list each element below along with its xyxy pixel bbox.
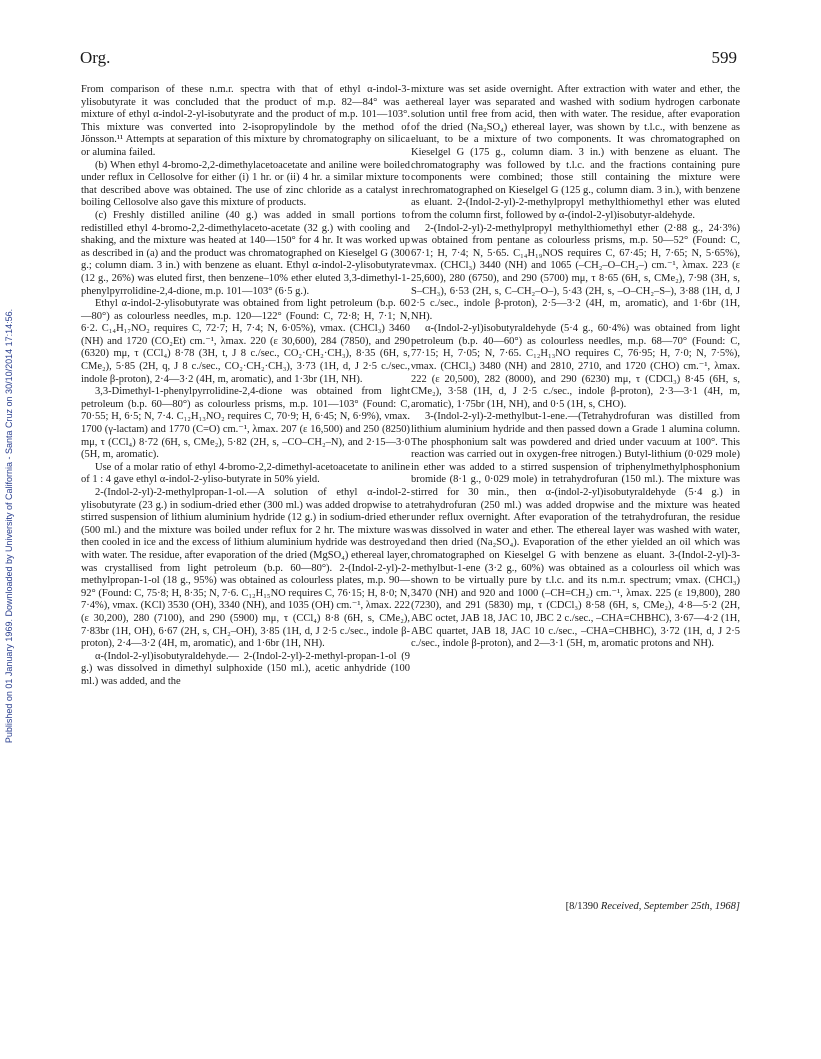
paragraph: (c) Freshly distilled aniline (40 g.) was added in small portions to redistilled ethyl 4-bromo-2,2-dimethylaceto-acetate (32 g.) with cooling and shaking, and the mixture was heated at 140—150° for 4 hr. It was worked up as described in (a) and the product was chromatographed on Kieselgel G (300 g.; column diam. 3 in.) with benzene as eluant. Ethyl α-indol-2-ylisobutyrate (12 g., 26%) was eluted first, then benzene–10% ether eluted 3,3-dimethyl-1-phenylpyrrolidine-2,4-dione, m.p. 101—103° (6·5 g.).: [81, 209, 410, 297]
reference-number: [8/1390: [565, 901, 599, 912]
received-date: Received, September 25th, 1968]: [600, 901, 740, 912]
journal-section-label: Org.: [80, 48, 111, 67]
paragraph: mixture was set aside overnight. After extraction with water and ether, the ethereal layer was separated and washed with sodium hydrogen carbonate solution until free from acid, then with water. The residue, after evaporation of the dried (Na₂SO₄) ethereal layer, was shown by t.l.c., with benzene as eluant, to be a mixture of two components. It was chromatographed on Kieselgel G (175 g., column diam. 3 in.) with benzene as eluant. The chromatography was followed by t.l.c. and the fractions containing pure components were combined; those still containing the mixture were rechromatographed on Kieselgel G (125 g., column diam. 3 in.), with benzene as eluant. 2-(Indol-2-yl)-2-methylpropyl methylthiomethyl ether was eluted from the column first, followed by α-(indol-2-yl)isobutyr-aldehyde.: [411, 84, 740, 221]
paragraph: 3,3-Dimethyl-1-phenylpyrrolidine-2,4-dione was obtained from light petroleum (b.p. 60—80°) as colourless prisms, m.p. 101—103° (Found: C, 70·55; H, 6·5; N, 7·4. C₁₂H₁₃NO₂ requires C, 70·9; H, 6·45; N, 6·9%), νmax. 1700 (γ-lactam) and 1770 (C=O) cm.⁻¹, λmax. 207 (ε 16,500) and 250 (8250) mμ, τ (CCl₄) 8·72 (6H, s, CMe₂), 5·82 (2H, s, –CO–CH₂–N), and 2·15—3·0 (5H, m, aromatic).: [81, 386, 410, 461]
paragraph: (b) When ethyl 4-bromo-2,2-dimethylacetoacetate and aniline were boiled under reflux in Cellosolve for either (i) 1 hr. or (ii) 4 hr. a similar mixture to that described above was obtained. The use of zinc chloride as a catalyst in boiling Cellosolve also gave this mixture of products.: [81, 159, 410, 209]
paragraph: 3-(Indol-2-yl)-2-methylbut-1-ene.—(Tetrahydrofuran was distilled from lithium aluminium hydride and then passed down a Grade 1 alumina column. The phosphonium salt was powdered and dried under vacuum at 100°. This reaction was carried out in oxygen-free nitrogen.) Butyl-lithium (0·029 mole) in ether was added to a stirred suspension of triphenylmethylphosphonium bromide (8·1 g., 0·029 mole) in tetrahydrofuran (150 ml.). The mixture was stirred for 30 min., then α-(indol-2-yl)isobutyraldehyde (5·4 g.) in tetrahydrofuran (250 ml.) was added dropwise and the mixture was heated under reflux overnight. After evaporation of the tetrahydrofuran, the residue was dissolved in water and ether. The ethereal layer was washed with water, and then dried (Na₂SO₄). Evaporation of the ether yielded an oil which was chromatographed on Kieselgel G with benzene as eluant. 3-(Indol-2-yl)-3-methylbut-1-ene (3·2 g., 60%) was obtained as a colourless oil which was shown to be virtually pure by t.l.c. and its n.m.r. spectrum; νmax. (CHCl₃) 3470 (NH) and 920 and 1000 (–CH=CH₂) cm.⁻¹, λmax. 225 (ε 19,800), 280 (7230), and 291 (5830) mμ, τ (CDCl₃) 8·58 (6H, s, CMe₂), 4·8—5·2 (2H, ABC octet, JAB 18, JAC 10, JBC 2 c./sec., –CHA=CHBHC), 3·67—4·2 (1H, ABC quartet, JAB 18, JAC 10 c./sec., –CHA=CHBHC), 3·72 (1H, d, J 2·5 c./sec., indole β-proton), and 2—3·1 (5H, m, aromatic protons and NH).: [411, 411, 740, 650]
paragraph: From comparison of these n.m.r. spectra with that of ethyl α-indol-3-ylisobutyrate it was concluded that the product of m.p. 82—84° was a mixture of ethyl α-indol-2-yl-isobutyrate and the product of m.p. 101—103°. This mixture was converted into 2-isopropylindole by the method of Jönsson.¹¹ Attempts at separation of this mixture by chromatography on silica or alumina failed.: [81, 84, 410, 158]
paragraph: Use of a molar ratio of ethyl 4-bromo-2,2-dimethyl-acetoacetate to aniline of 1 : 4 gave ethyl α-indol-2-yliso-butyrate in 50% yield.: [81, 461, 410, 486]
received-date-footer: [411, 901, 740, 912]
paragraph: 2-(Indol-2-yl)-2-methylpropan-1-ol.—A solution of ethyl α-indol-2-ylisobutyrate (23 g.) in sodium-dried ether (300 ml.) was added dropwise to a stirred suspension of lithium aluminium hydride (12 g.) in sodium-dried ether (500 ml.) and the mixture was boiled under reflux for 2 hr. The mixture was then cooled in ice and the excess of lithium aluminium hydride was destroyed with water. The residue, after evaporation of the dried (MgSO₄) ethereal layer, was crystallised from light petroleum (b.p. 60—80°). 2-(Indol-2-yl)-2-methylpropan-1-ol (18 g., 95%) was obtained as colourless plates, m.p. 90—92° (Found: C, 75·8; H, 8·35; N, 7·6. C₁₂H₁₅NO requires C, 76·15; H, 8·0; N, 7·4%), νmax. (KCl) 3530 (OH), 3340 (NH), and 1035 (OH) cm.⁻¹, λmax. 222 (ε 30,200), 280 (7100), and 290 (5900) mμ, τ (CCl₄) 8·8 (6H, s, CMe₂), 7·83br (1H, OH), 6·67 (2H, s, CH₂–OH), 3·85 (1H, d, J 2·5 c./sec., indole β-proton), 2·4—3·2 (4H, m, aromatic), and 1·6br (1H, NH).: [81, 487, 411, 650]
paragraph: α-(Indol-2-yl)isobutyraldehyde (5·4 g., 60·4%) was obtained from light petroleum (b.p. 40—60°) as colourless needles, m.p. 68—70° (Found: C, 77·15; H, 7·05; N, 7·65. C₁₂H₁₃NO requires C, 76·95; H, 7·0; N, 7·5%), νmax. (CHCl₃) 3480 (NH) and 2810, 2710, and 1720 (CHO) cm.⁻¹, λmax. 222 (ε 20,500), 282 (8000), and 290 (6230) mμ, τ (CDCl₃) 8·45 (6H, s, CMe₂), 3·58 (1H, d, J 2·5 c./sec., indole β-proton), 2·3—3·1 (4H, m, aromatic), 1·75br (1H, NH), and 0·5 (1H, s, CHO).: [411, 323, 740, 410]
publication-watermark: Published on 01 January 1969. Downloaded by University of California - Santa Cruz on 30/10/2014 17:14:56.: [4, 308, 14, 744]
left-column: [81, 84, 410, 689]
right-column: [411, 84, 740, 651]
page-number: 599: [711, 48, 737, 67]
paragraph: α-(Indol-2-yl)isobutyraldehyde.— 2-(Indol-2-yl)-2-methyl-propan-1-ol (9 g.) was dissolved in dimethyl sulphoxide (150 ml.), acetic anhydride (100 ml.) was added, and the: [81, 650, 410, 687]
paragraph: Ethyl α-indol-2-ylisobutyrate was obtained from light petroleum (b.p. 60—80°) as colourless needles, m.p. 120—122° (Found: C, 72·8; H, 7·1; N, 6·2. C₁₄H₁₇NO₂ requires C, 72·7; H, 7·4; N, 6·05%), νmax. (CHCl₃) 3460 (NH) and 1720 (CO₂Et) cm.⁻¹, λmax. 220 (ε 30,600), 284 (7850), and 290 (6320) mμ, τ (CCl₄) 8·78 (3H, t, J 8 c./sec., CO₂·CH₂·CH₃), 8·35 (6H, s, CMe₂), 5·85 (2H, q, J 8 c./sec., CO₂·CH₂·CH₃), 3·73 (1H, d, J 2·5 c./sec., indole β-proton), 2·4—3·2 (4H, m, aromatic), and 1·3br (1H, NH).: [81, 298, 410, 385]
paragraph: 2-(Indol-2-yl)-2-methylpropyl methylthiomethyl ether (2·88 g., 24·3%) was obtained from pentane as colourless prisms, m.p. 50—52° (Found: C, 67·1; H, 7·4; N, 5·65. C₁₄H₁₉NOS requires C, 67·45; H, 7·65; N, 5·65%), νmax. (CHCl₃) 3440 (NH) and 1065 (–CH₂–O–CH₂–) cm.⁻¹, λmax. 223 (ε 25,600), 280 (6750), and 290 (5700) mμ, τ 8·65 (6H, s, CMe₂), 7·98 (3H, s, S–CH₃), 6·53 (2H, s, C–CH₂–O–), 5·43 (2H, s, –O–CH₂–S–), 3·88 (1H, d, J 2·5 c./sec., indole β-proton), 2·5—3·2 (4H, m, aromatic), and 1·6br (1H, NH).: [411, 222, 740, 322]
